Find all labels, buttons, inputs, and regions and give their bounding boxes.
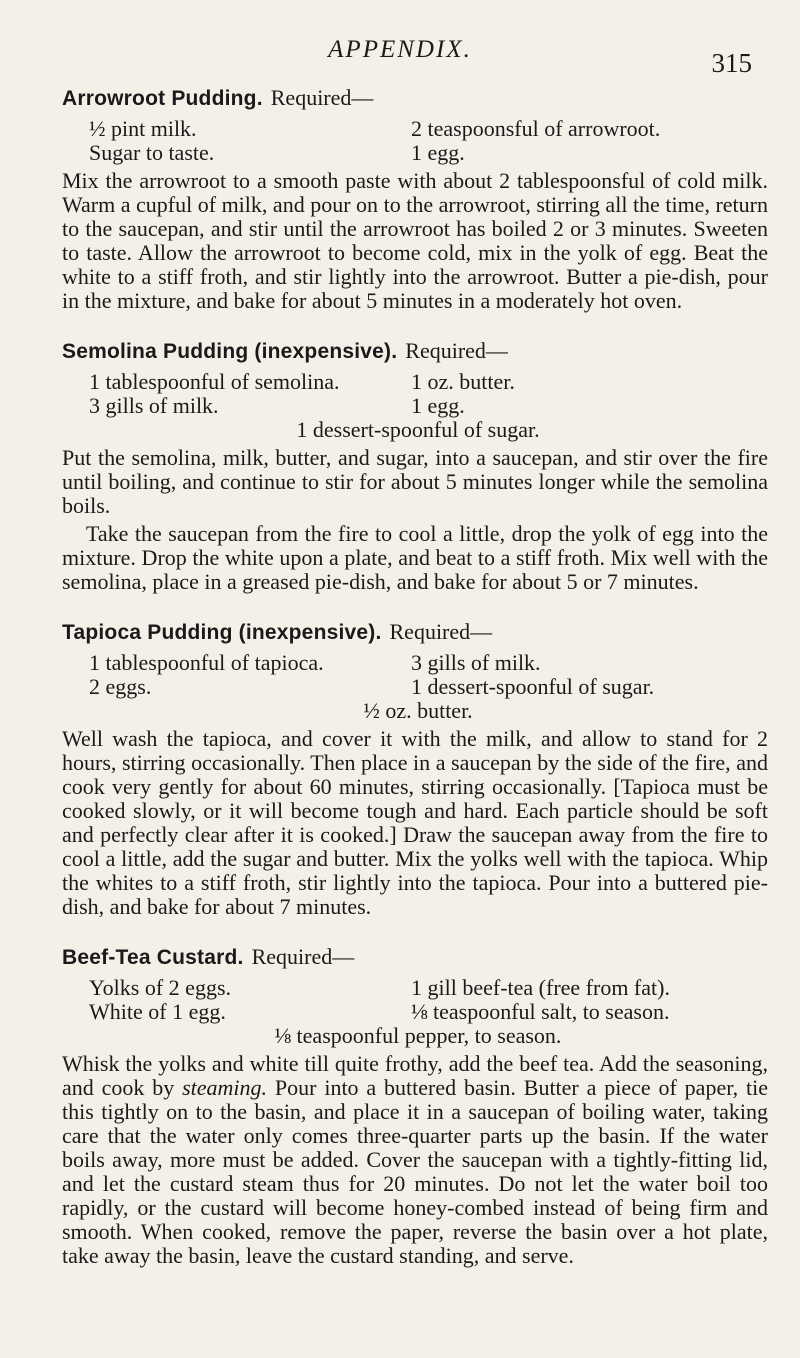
instructions-paragraph xyxy=(62,1052,768,1268)
page-content xyxy=(62,86,768,1294)
recipe-heading xyxy=(62,339,768,364)
page-number: 315 xyxy=(711,48,752,78)
recipe-heading xyxy=(62,945,768,970)
required-label: Required— xyxy=(270,85,374,110)
recipe-title: Arrowroot Pudding. xyxy=(62,87,263,110)
ingredient-centered: ⅛ teaspoonful pepper, to season. xyxy=(274,1023,562,1048)
instructions-paragraph: Put the semolina, milk, butter, and sugar, into a saucepan, and stir over the fire until boiling, and continue to stir for about 5 minutes longer while the semolina boils. xyxy=(62,445,768,518)
ingredient: 2 eggs. xyxy=(89,674,152,699)
required-label: Required— xyxy=(251,944,355,969)
ingredient: 2 teaspoonsful of arrowroot. xyxy=(411,116,661,141)
ingredient: 1 oz. butter. xyxy=(411,369,515,394)
required-label: Required— xyxy=(405,338,508,363)
ingredient: White of 1 egg. xyxy=(89,999,226,1024)
ingredient: ⅛ teaspoonful salt, to season. xyxy=(411,999,670,1024)
ingredient: 3 gills of milk. xyxy=(411,650,541,675)
recipe-beef-tea-custard xyxy=(62,945,768,1268)
ingredient-centered: ½ oz. butter. xyxy=(363,698,473,723)
ingredient-row xyxy=(62,141,768,165)
instructions-text: Pour into a buttered basin. Butter a piece of paper, tie this tightly on to the basin, and place it in a saucepan of boiling water, taking care that the water only comes three-quarter parts up the basin. If the water boils away, more must be added. Cover the saucepan with a tightly-fitting lid, and let the custard steam thus for 20 minutes. Do not let the water boil too rapidly, or the custard will become honey-combed instead of being firm and smooth. When cooked, remove the paper, reverse the basin over a hot plate, take away the basin, leave the custard standing, and serve. xyxy=(62,1075,768,1268)
recipe-arrowroot-pudding xyxy=(62,86,768,313)
ingredient-row xyxy=(62,370,768,394)
running-head: APPENDIX. xyxy=(328,36,472,63)
recipe-title: Tapioca Pudding (inexpensive). xyxy=(62,621,382,644)
recipe-tapioca-pudding xyxy=(62,620,768,919)
recipe-semolina-pudding xyxy=(62,339,768,594)
recipe-title: Semolina Pudding (inexpensive). xyxy=(62,340,398,363)
recipe-heading xyxy=(62,86,768,111)
emphasis-text: steaming. xyxy=(182,1075,268,1100)
instructions-text: Whisk the yolks and white till quite frothy, add the beef tea. Add the seasoning, and cook by xyxy=(62,1051,768,1100)
required-label: Required— xyxy=(389,619,493,644)
instructions-paragraph: Well wash the tapioca, and cover it with the milk, and allow to stand for 2 hours, stirring occasionally. Then place in a saucepan by the side of the fire, and cook very gently for about 60 minutes, stirring occasionally. [Tapioca must be cooked slowly, or it will become tough and hard. Each particle should be soft and perfectly clear after it is cooked.] Draw the saucepan away from the fire to cool a little, add the sugar and butter. Mix the yolks well with the tapioca. Whip the whites to a stiff froth, stir lightly into the tapioca. Pour into a buttered pie-dish, and bake for about 7 minutes. xyxy=(62,726,768,919)
ingredient-centered: 1 dessert-spoonful of sugar. xyxy=(296,417,540,442)
ingredient: 1 gill beef-tea (free from fat). xyxy=(411,975,670,1000)
ingredient: 1 tablespoonful of semolina. xyxy=(89,369,340,394)
ingredient-row xyxy=(62,675,768,699)
ingredient: 1 egg. xyxy=(411,393,465,418)
ingredient: Sugar to taste. xyxy=(89,140,215,165)
ingredient-row xyxy=(62,1000,768,1024)
ingredient-row xyxy=(62,976,768,1000)
ingredient: Yolks of 2 eggs. xyxy=(89,975,232,1000)
ingredient: ½ pint milk. xyxy=(89,116,197,141)
ingredient: 1 tablespoonful of tapioca. xyxy=(89,650,324,675)
ingredient: 1 egg. xyxy=(411,140,465,165)
instructions-paragraph: Mix the arrowroot to a smooth paste with about 2 tablespoonsful of cold milk. Warm a cupful of milk, and pour on to the arrowroot, stirring all the time, return to the saucepan, and stir until the arrowroot has boiled 2 or 3 minutes. Sweeten to taste. Allow the arrowroot to become cold, mix in the yolk of egg. Beat the white to a stiff froth, and stir lightly into the arrowroot. Butter a pie-dish, pour in the mixture, and bake for about 5 minutes in a moderately hot oven. xyxy=(62,168,768,313)
recipe-heading xyxy=(62,620,768,645)
ingredient: 3 gills of milk. xyxy=(89,393,219,418)
ingredient: 1 dessert-spoonful of sugar. xyxy=(411,674,655,699)
recipe-title: Beef-Tea Custard. xyxy=(62,946,244,969)
ingredient-row xyxy=(62,117,768,141)
ingredient-row xyxy=(62,394,768,418)
instructions-paragraph: Take the saucepan from the fire to cool a little, drop the yolk of egg into the mixture. Drop the white upon a plate, and beat to a stiff froth. Mix well with the semolina, place in a greased pie-dish, and bake for about 5 or 7 minutes. xyxy=(62,521,768,594)
ingredient-row xyxy=(62,651,768,675)
